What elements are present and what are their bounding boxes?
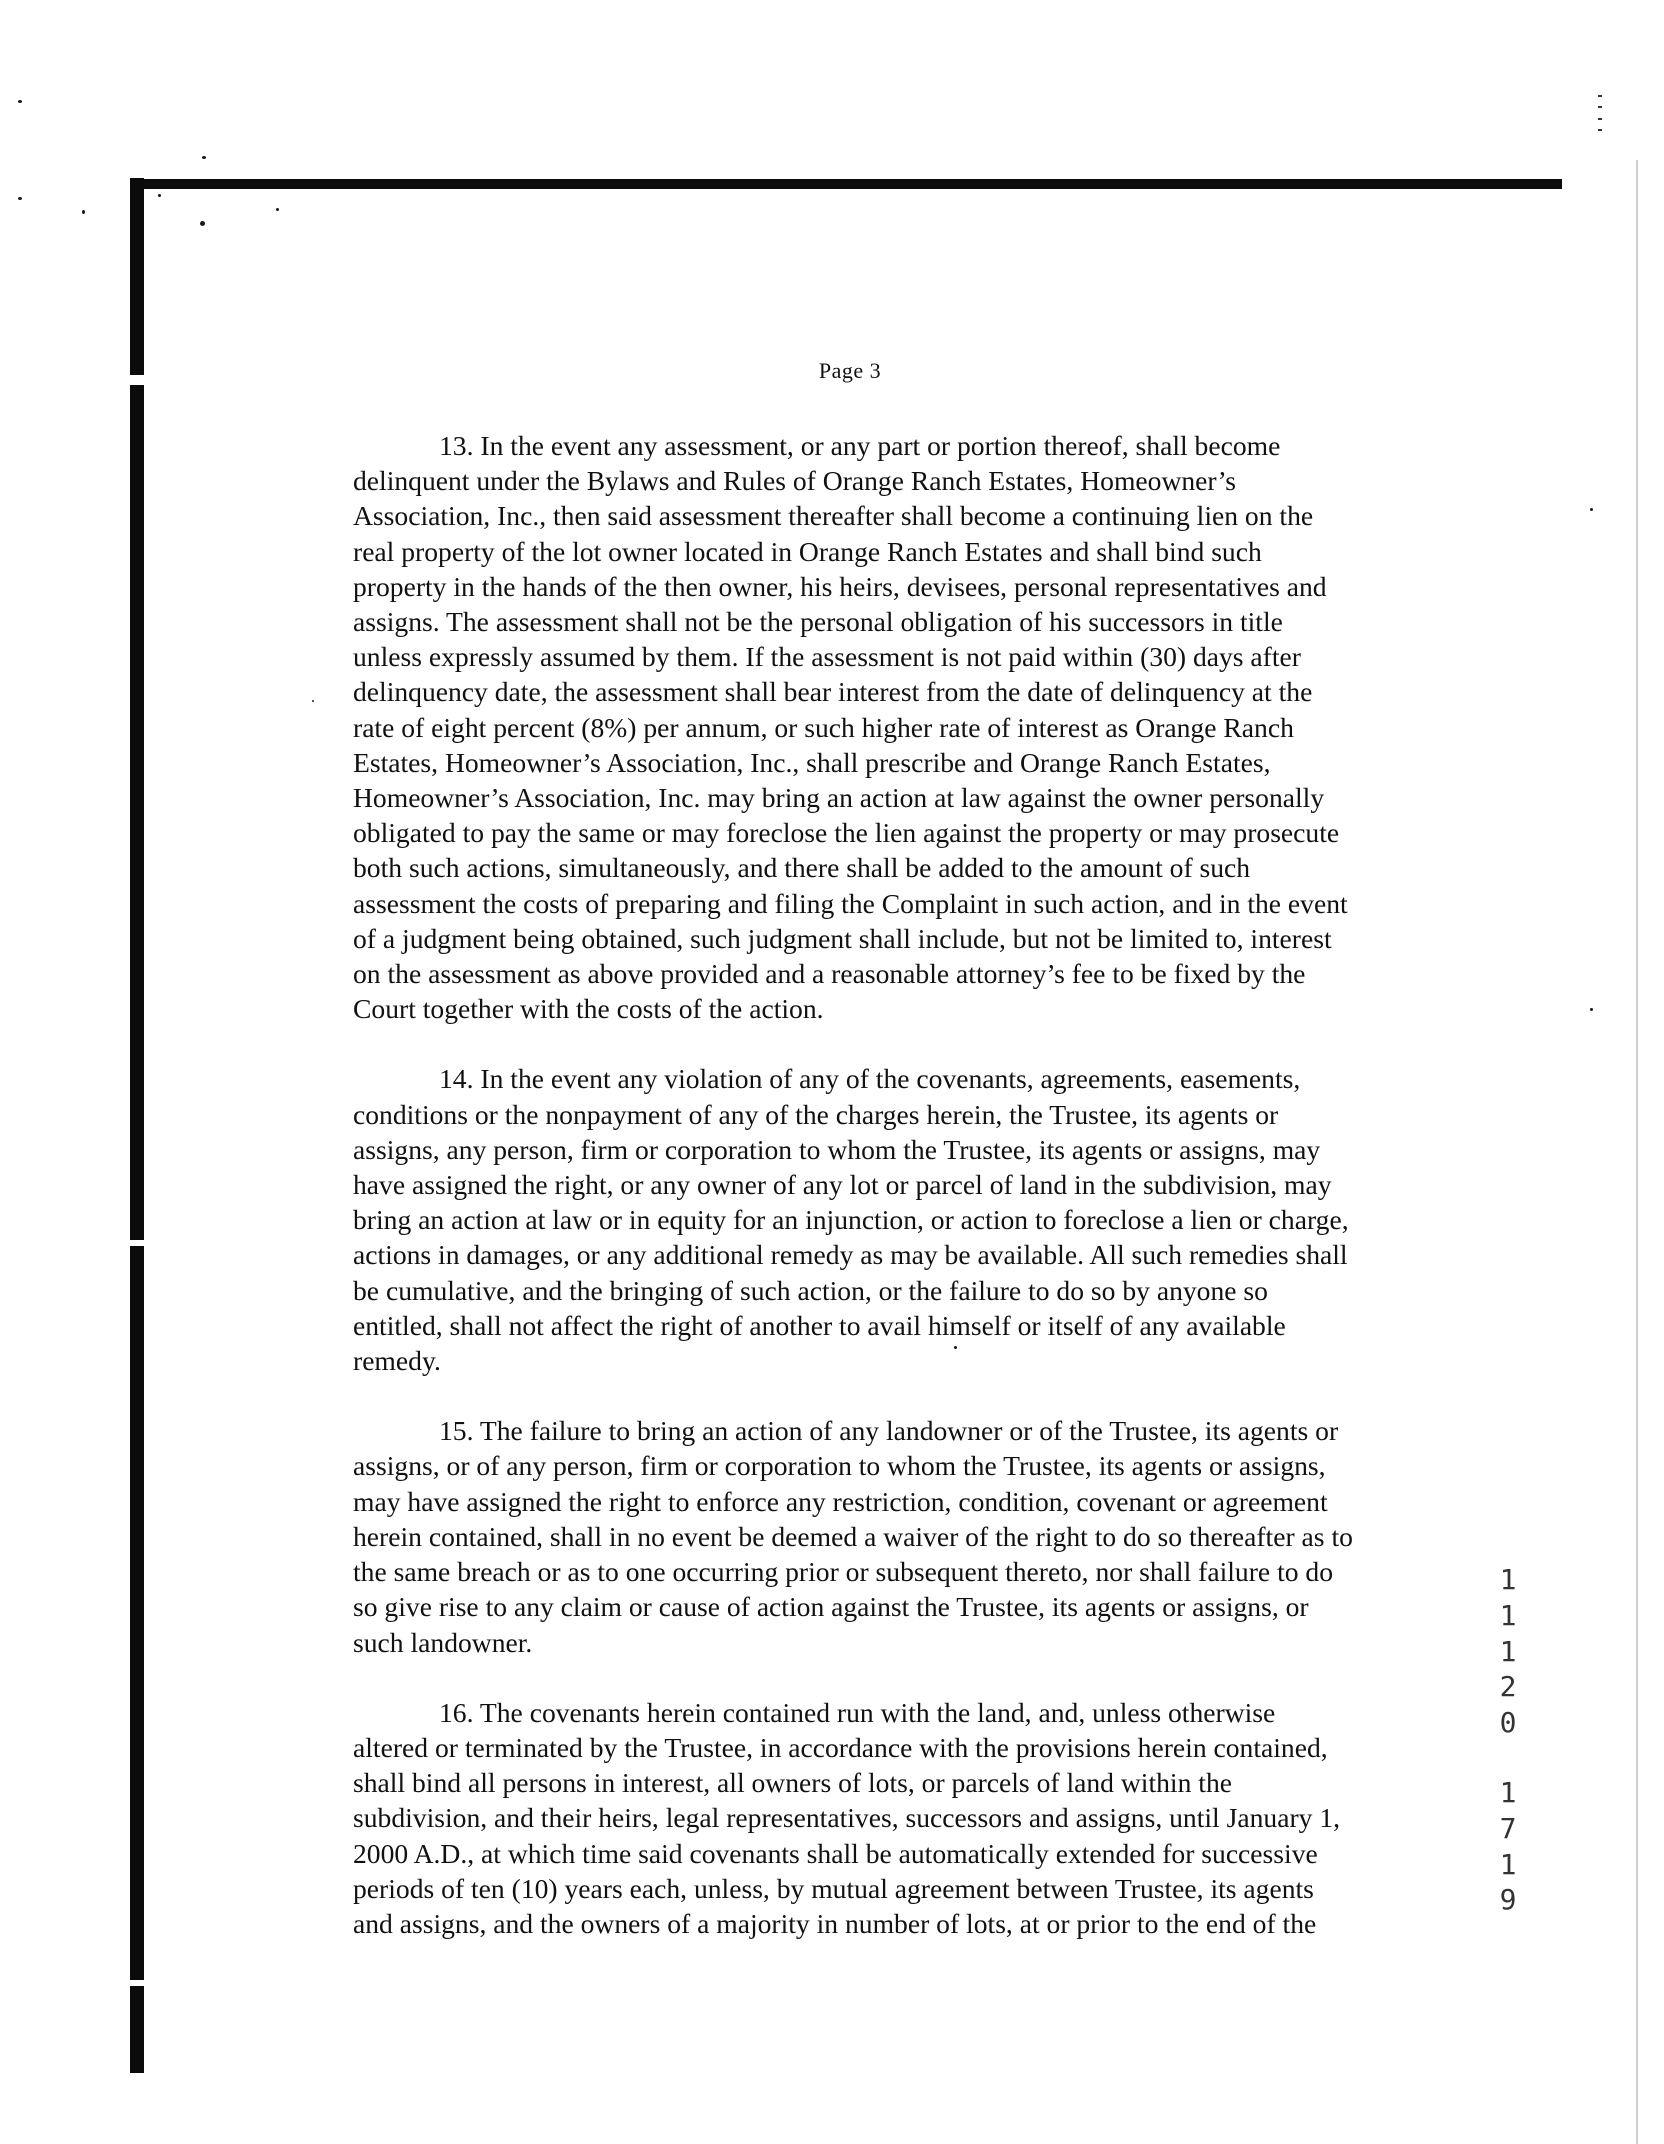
stamp-book-digit: 1 bbox=[1499, 1563, 1517, 1596]
scan-bar-gap bbox=[130, 375, 144, 385]
document-body bbox=[353, 428, 1355, 1941]
scan-speck bbox=[1590, 508, 1593, 511]
scan-left-edge-bar bbox=[130, 178, 144, 2073]
scan-speck bbox=[82, 210, 85, 214]
scan-speck bbox=[312, 700, 314, 702]
stamp-page-digit: 1 bbox=[1499, 1775, 1517, 1809]
paragraph-15: 15. The failure to bring an action of any landowner or of the Trustee, its agents or assigns, or of any person, firm or corporation to whom the Trustee, its agents or assigns, may have assigned the right to enforce any restriction, condition, covenant or agreement herein contained, shall in no event be deemed a waiver of the right to do so thereafter as to the same breach or as to one occurring prior or subsequent thereto, nor shall failure to do so give rise to any claim or cause of action against the Trustee, its agents or assigns, or such landowner. bbox=[353, 1415, 1353, 1658]
stamp-book-digit: 1 bbox=[1499, 1598, 1517, 1632]
scan-speck bbox=[276, 208, 279, 211]
paragraph-16: 16. The covenants herein contained run with the land, and, unless otherwise altered or terminated by the Trustee, in accordance with the provisions herein contained, shall bind all persons in interest, all owners of lots, or parcels of land within the subdivision, and their heirs, legal representatives, successors and assigns, until January 1, 2000 A.D., at which time said covenants shall be automatically extended for successive periods of ten (10) years each, unless, by mutual agreement between Trustee, its agents and assigns, and the owners of a majority in number of lots, at or prior to the end of the bbox=[353, 1696, 1341, 1939]
scan-speck bbox=[18, 197, 22, 200]
stamp-page-digit: 1 bbox=[1499, 1847, 1517, 1881]
scan-top-rule bbox=[132, 179, 1562, 189]
scan-speck bbox=[1590, 1008, 1593, 1011]
scan-speck bbox=[18, 100, 22, 103]
scan-speck bbox=[200, 221, 205, 226]
stamp-book-digit: 2 bbox=[1499, 1670, 1517, 1704]
scan-edge-mark bbox=[1598, 129, 1602, 131]
stamp-page-digit: 7 bbox=[1499, 1811, 1517, 1845]
scan-right-edge bbox=[1636, 160, 1638, 2144]
scan-edge-marks bbox=[1598, 95, 1604, 131]
stamp-book-digit: 0 bbox=[1499, 1706, 1517, 1740]
scan-speck bbox=[202, 156, 206, 159]
scan-bar-gap bbox=[130, 1240, 144, 1246]
paragraph-13: 13. In the event any assessment, or any part or portion thereof, shall become delinquent under the Bylaws and Rules of Orange Ranch Estates, Homeowner’s Association, Inc., then said assessment thereafter shall become a continuing lien on the real property of the lot owner located in Orange Ranch Estates and shall bind such property in the hands of the then owner, his heirs, devisees, personal representatives and assigns. The assessment shall not be the personal obligation of his successors in title unless expressly assumed by them. If the assessment is not paid within (30) days after delinquency date, the assessment shall bear interest from the date of delinquency at the rate of eight percent (8%) per annum, or such higher rate of interest as Orange Ranch Estates, Homeowner’s Association, Inc., shall prescribe and Orange Ranch Estates, Homeowner’s Association, Inc. may bring an action at law against the owner personally obligated to pay the same or may foreclose the lien against the property or may prosecute both such actions, simultaneously, and there shall be added to the amount of such assessment the costs of preparing and filing the Complaint in such action, and in the event of a judgment being obtained, such judgment shall include, but not be limited to, interest on the assessment as above provided and a reasonable attorney’s fee to be fixed by the Court together with the costs of the action. bbox=[353, 430, 1348, 1025]
recording-stamp bbox=[1490, 1562, 1526, 1918]
scan-edge-mark bbox=[1598, 118, 1602, 120]
scan-edge-mark bbox=[1598, 106, 1602, 108]
stamp-book-digit: 1 bbox=[1499, 1634, 1517, 1668]
paragraph-14: 14. In the event any violation of any of the covenants, agreements, easements, conditions or the nonpayment of any of the charges herein, the Trustee, its agents or assigns, any person, firm or corporation to whom the Trustee, its agents or assigns, may have assigned the right, or any owner of any lot or parcel of land in the subdivision, may bring an action at law or in equity for an injunction, or action to foreclose a lien or charge, actions in damages, or any additional remedy as may be available. All such remedies shall be cumulative, and the bringing of such action, or the failure to do so by anyone so entitled, shall not affect the right of another to avail himself or itself of any available remedy. bbox=[353, 1063, 1349, 1377]
scan-bar-gap bbox=[130, 1980, 144, 1986]
scan-speck bbox=[158, 194, 161, 197]
scan-edge-mark bbox=[1598, 95, 1602, 97]
stamp-page-digit: 9 bbox=[1499, 1883, 1517, 1917]
page-number: Page 3 bbox=[818, 358, 882, 383]
